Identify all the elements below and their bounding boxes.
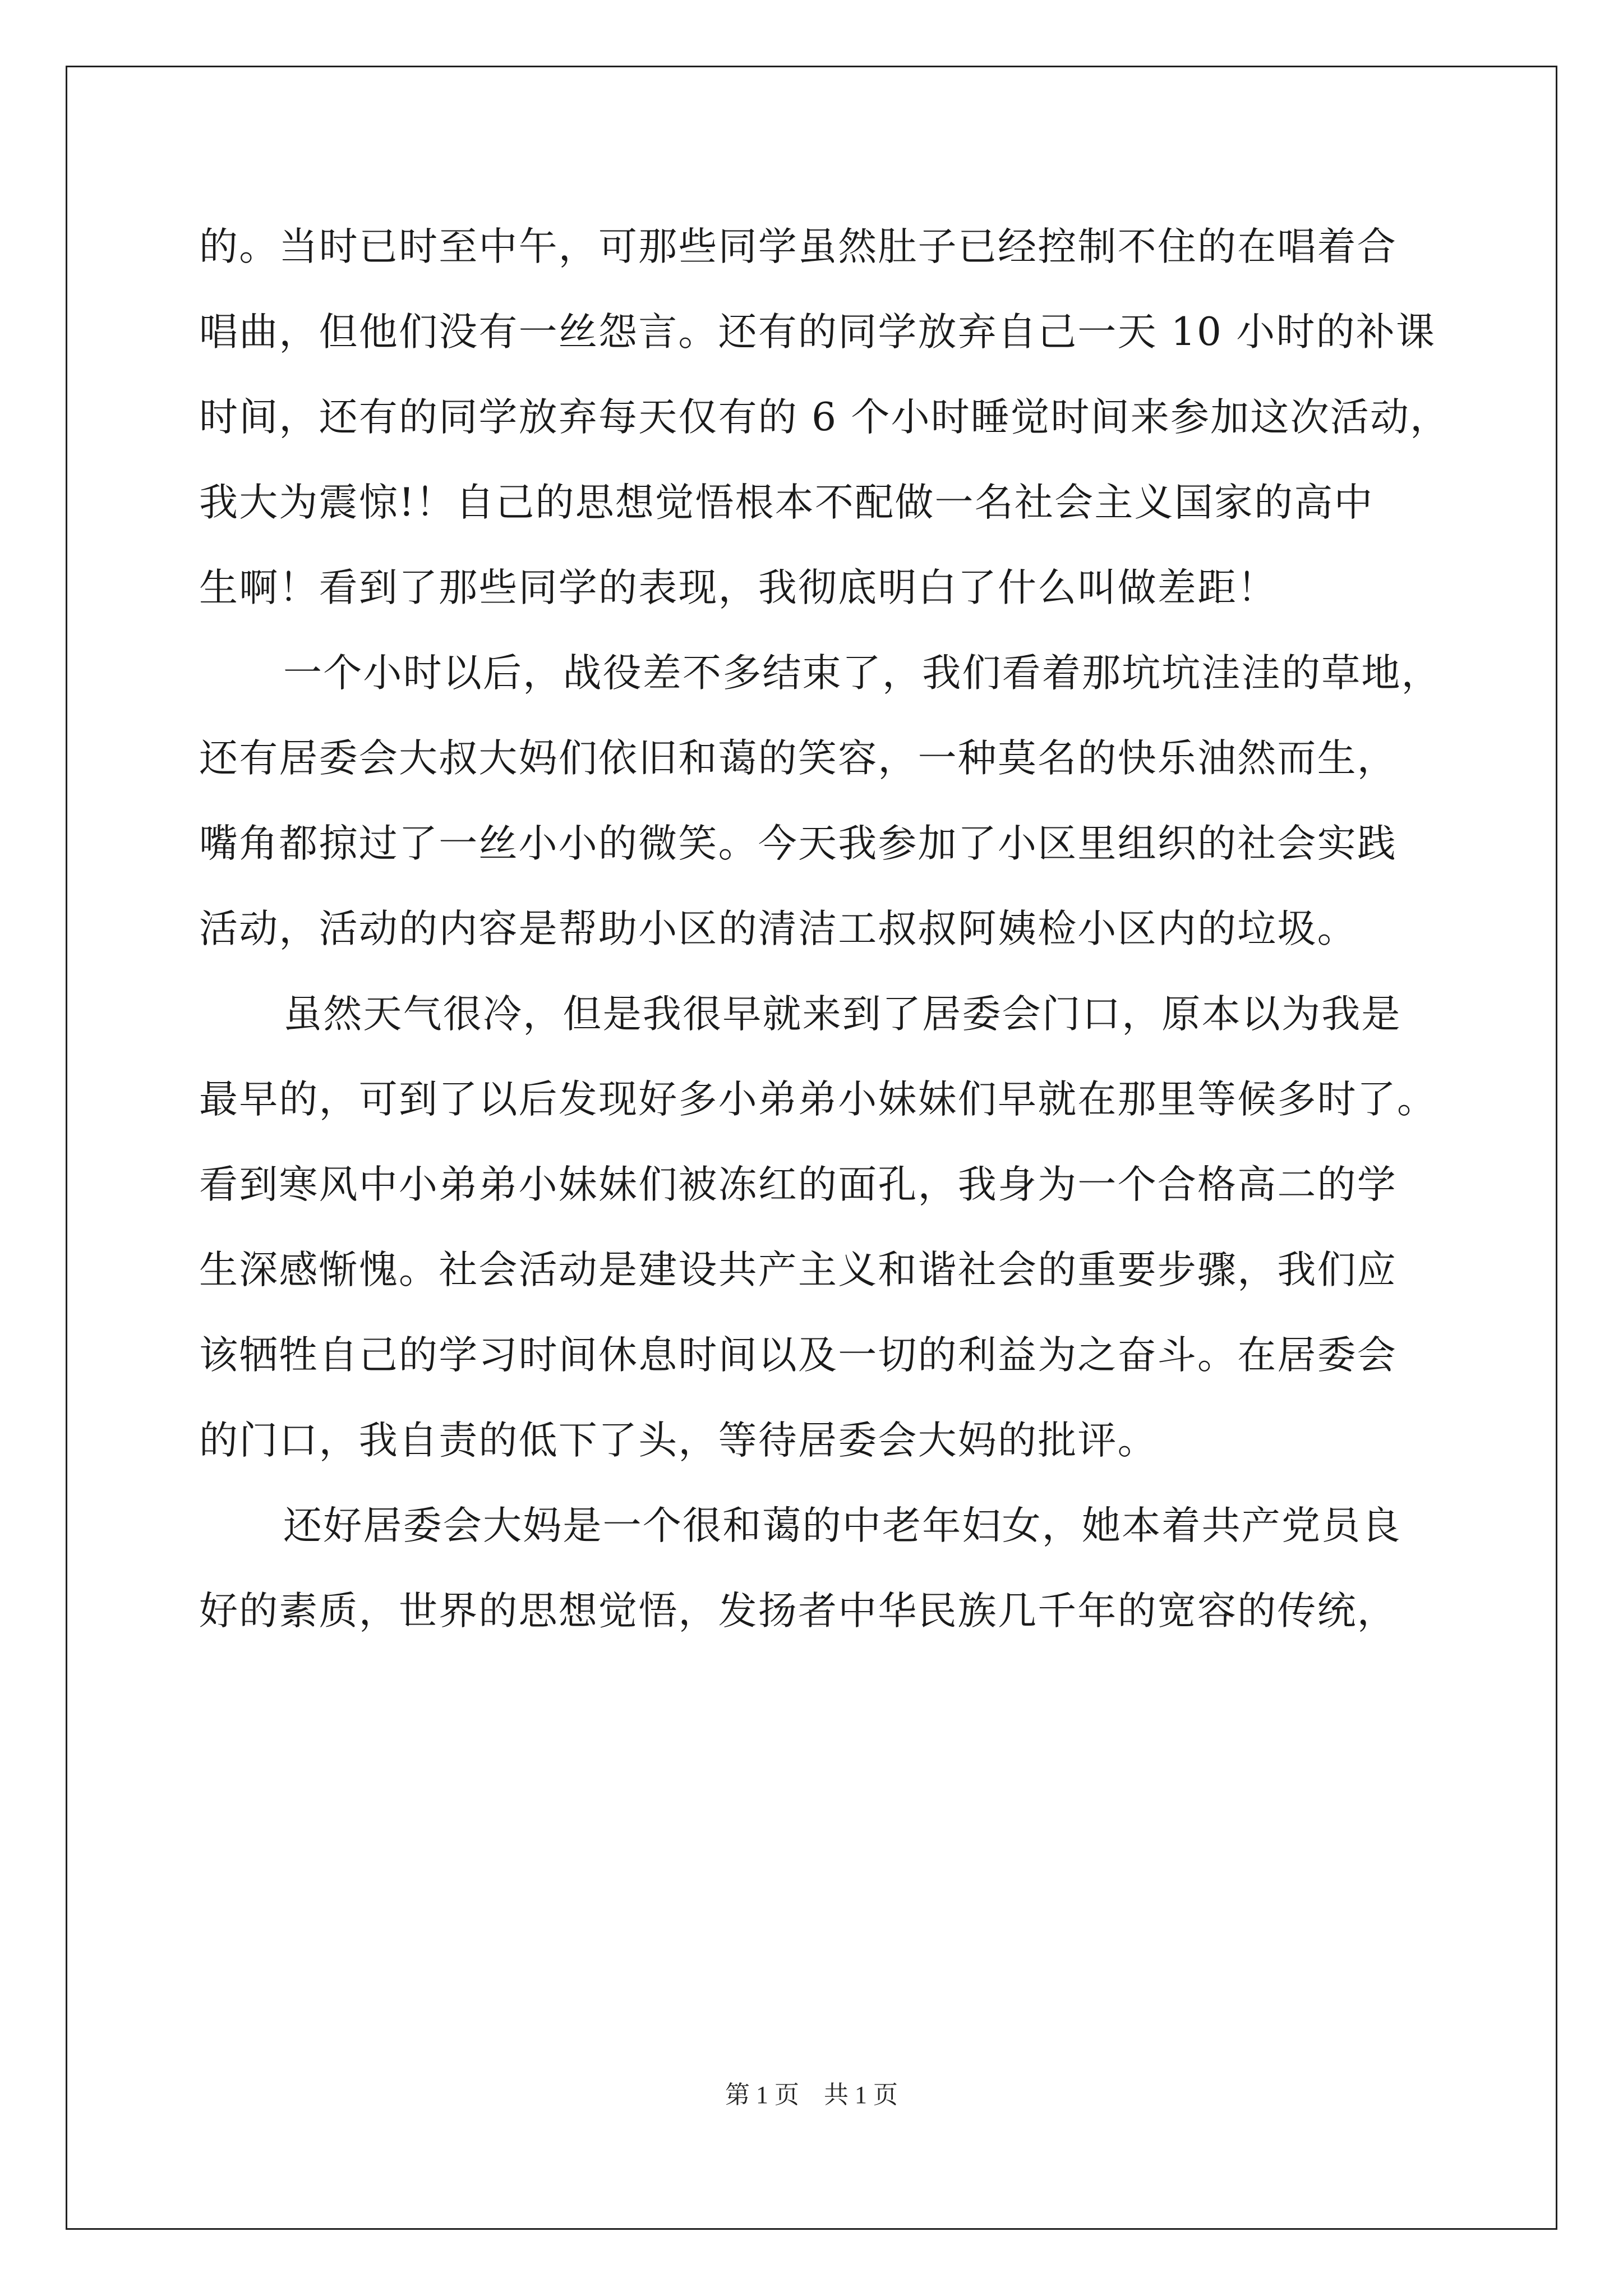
page-total: 共 1 页 — [824, 2081, 898, 2109]
text-line: 唱曲，但他们没有一丝怨言。还有的同学放弃自己一天 10 小时的补课 — [199, 310, 1436, 355]
page-number: 第 1 页 — [725, 2081, 799, 2109]
text-line: 还有居委会大叔大妈们依旧和蔼的笑容，一种莫名的快乐油然而生， — [199, 736, 1397, 781]
page-footer — [0, 2078, 1623, 2112]
text-line: 我大为震惊!！自己的思想觉悟根本不配做一名社会主义国家的高中 — [199, 480, 1374, 525]
text-line: 活动，活动的内容是帮助小区的清洁工叔叔阿姨检小区内的垃圾。 — [199, 907, 1357, 951]
paragraph-first-line: 一个小时以后，战役差不多结束了，我们看着那坑坑洼洼的草地， — [283, 651, 1441, 696]
text-line: 看到寒风中小弟弟小妹妹们被冻红的面孔，我身为一个合格高二的学 — [199, 1162, 1397, 1207]
text-line: 该牺牲自己的学习时间休息时间以及一切的利益为之奋斗。在居委会 — [199, 1333, 1397, 1378]
text-line: 生啊！看到了那些同学的表现，我彻底明白了什么叫做差距！ — [199, 565, 1278, 610]
paragraph-first-line: 虽然天气很冷，但是我很早就来到了居委会门口，原本以为我是 — [283, 992, 1401, 1037]
text-line: 生深感惭愧。社会活动是建设共产主义和谐社会的重要步骤，我们应 — [199, 1248, 1397, 1292]
text-line: 的门口，我自责的低下了头，等待居委会大妈的批评。 — [199, 1418, 1158, 1463]
text-line: 最早的，可到了以后发现好多小弟弟小妹妹们早就在那里等候多时了。 — [199, 1077, 1437, 1122]
text-line: 好的素质，世界的思想觉悟，发扬者中华民族几千年的宽容的传统， — [199, 1589, 1397, 1634]
text-line: 的。当时已时至中午，可那些同学虽然肚子已经控制不住的在唱着合 — [199, 224, 1397, 269]
paragraph-first-line: 还好居委会大妈是一个很和蔼的中老年妇女，她本着共产党员良 — [283, 1503, 1401, 1548]
text-line: 时间，还有的同学放弃每天仅有的 6 个小时睡觉时间来参加这次活动， — [199, 395, 1450, 440]
text-line: 嘴角都掠过了一丝小小的微笑。今天我参加了小区里组织的社会实践 — [199, 821, 1397, 866]
document-body — [199, 219, 1450, 1668]
